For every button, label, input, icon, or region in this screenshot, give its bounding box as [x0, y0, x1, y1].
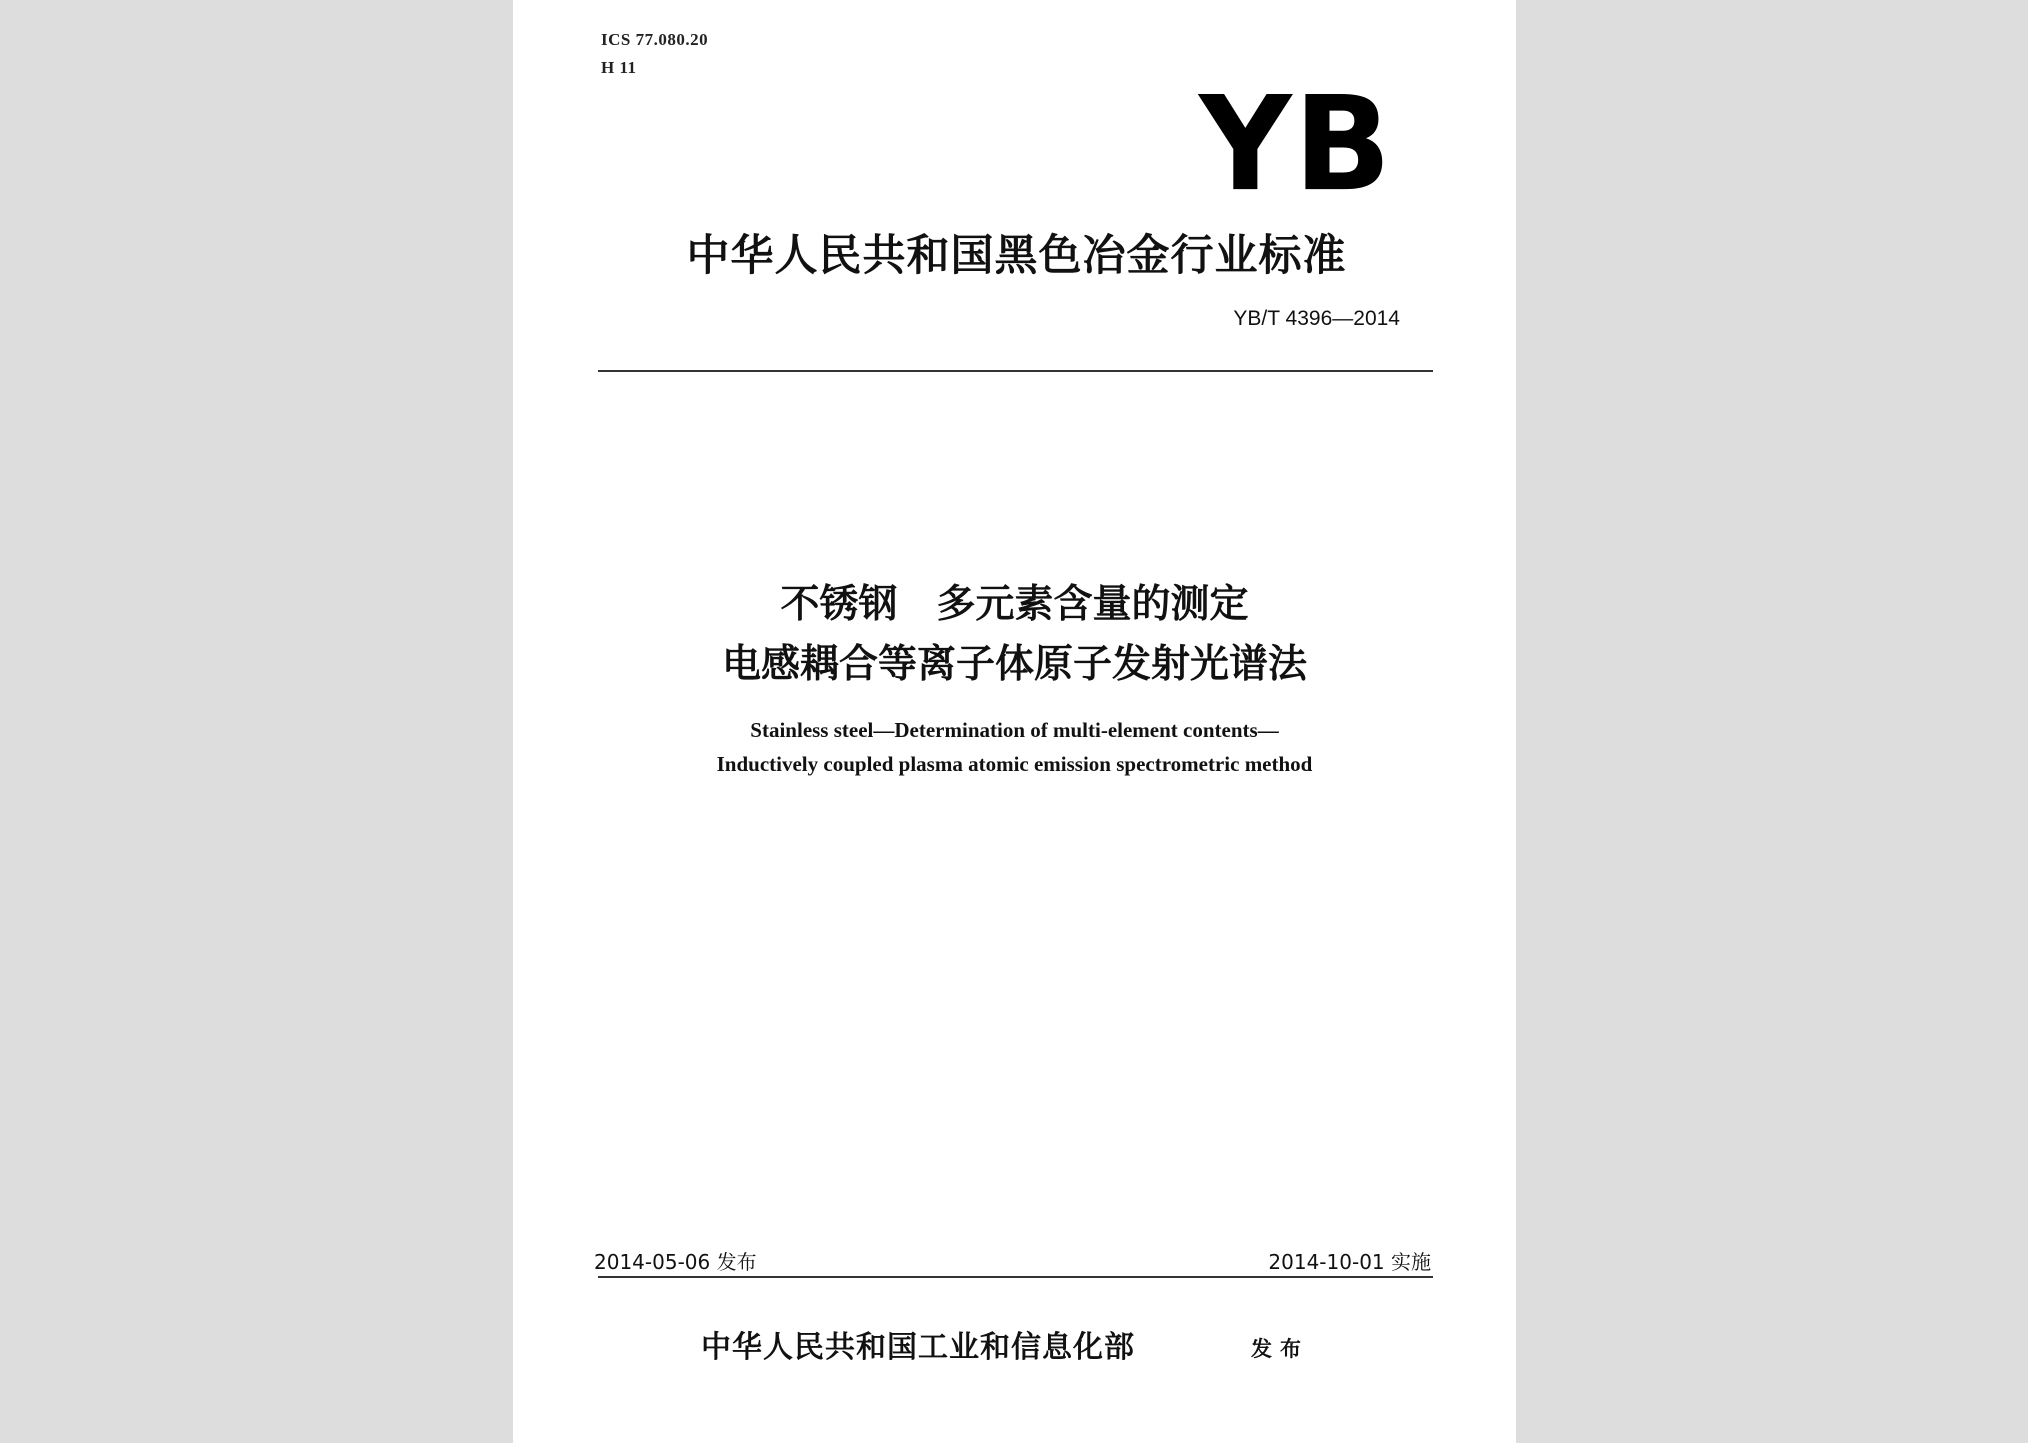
yb-logo: YB — [1199, 68, 1394, 221]
footer-divider — [598, 1276, 1433, 1278]
standard-authority-title: 中华人民共和国黑色冶金行业标准 — [686, 231, 1347, 281]
implementation-date: 2014-10-01 实施 — [1268, 1250, 1431, 1274]
title-en-line2: Inductively coupled plasma atomic emission spectrometric method — [716, 752, 1313, 776]
header-divider — [598, 370, 1433, 372]
issuer-action: 发布 — [1251, 1336, 1309, 1361]
document-page — [513, 0, 1516, 1443]
classification-code: H 11 — [601, 58, 637, 77]
standard-number: YB/T 4396—2014 — [1233, 307, 1400, 330]
title-cn-line1: 不锈钢 多元素含量的测定 — [780, 582, 1249, 627]
ics-code: ICS 77.080.20 — [601, 30, 709, 49]
issue-date: 2014-05-06 发布 — [594, 1250, 757, 1274]
title-cn-line2: 电感耦合等离子体原子发射光谱法 — [721, 642, 1307, 687]
issuer-name: 中华人民共和国工业和信息化部 — [701, 1330, 1135, 1365]
title-en-line1: Stainless steel—Determination of multi-element contents— — [750, 718, 1279, 742]
